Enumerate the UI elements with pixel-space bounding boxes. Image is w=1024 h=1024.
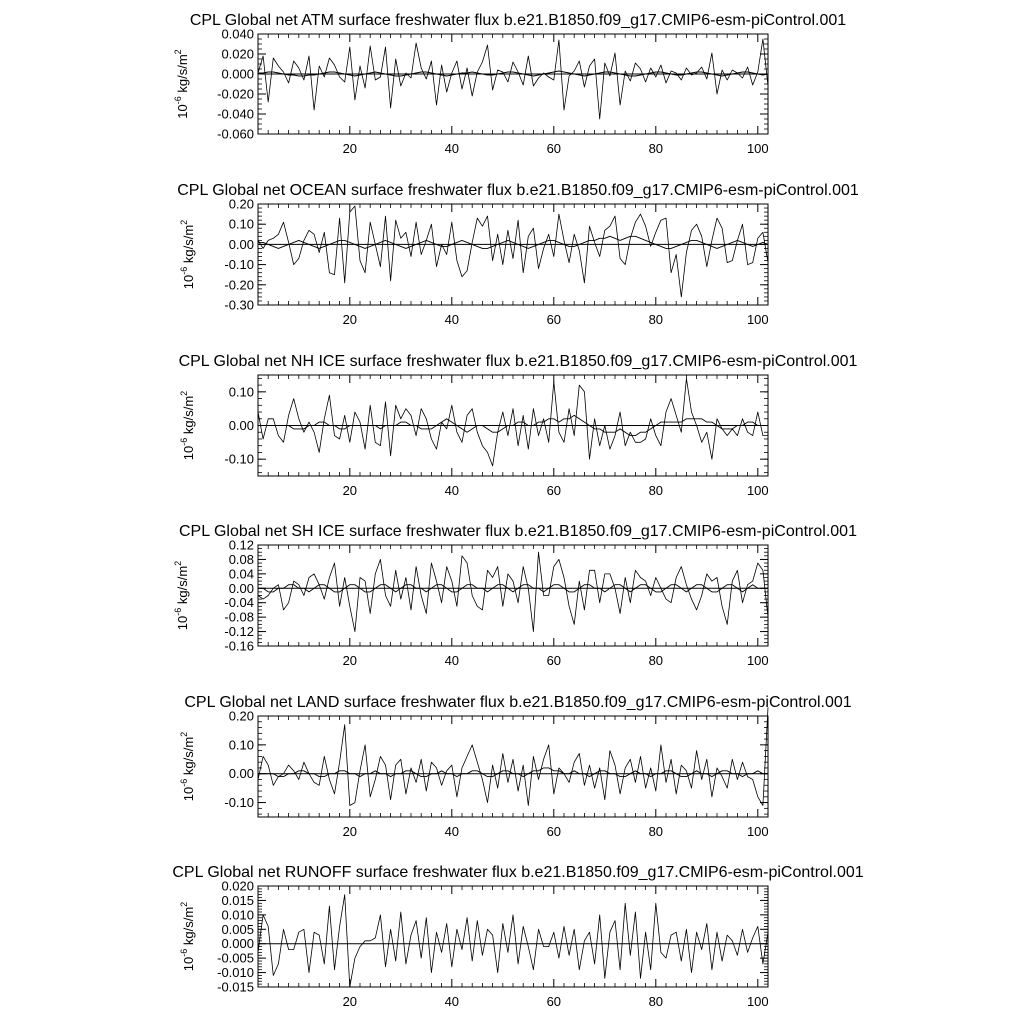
series-line-1 [258, 378, 768, 466]
x-tick-label: 60 [546, 994, 562, 1009]
series-line-1 [258, 707, 768, 805]
y-axis-label: $10^{-6}$ $kg/s/m^2$ [179, 390, 196, 461]
x-tick-label: 20 [342, 483, 358, 498]
y-tick-label: 0.015 [221, 892, 254, 908]
x-tick-label: 100 [746, 824, 769, 839]
x-tick-label: 40 [444, 312, 460, 327]
x-tick-label: 20 [342, 824, 358, 839]
y-tick-label: -0.060 [217, 126, 254, 142]
y-tick-label: 0.010 [221, 907, 254, 923]
y-axis-label: $10^{-6}$ $kg/s/m^2$ [173, 560, 190, 631]
y-axis-label: $10^{-6}$ $kg/s/m^2$ [179, 731, 196, 802]
y-tick-label: -0.10 [224, 257, 254, 273]
chart-title: CPL Global net NH ICE surface freshwater flux b.e21.B1850.f09_g17.CMIP6-esm-piControl.001 [178, 353, 858, 370]
x-tick-label: 20 [342, 653, 358, 668]
y-tick-label: 0.10 [228, 384, 254, 400]
y-tick-label: -0.015 [217, 979, 254, 995]
plot-frame [258, 545, 768, 646]
chart-title: CPL Global net OCEAN surface freshwater flux b.e21.B1850.f09_g17.CMIP6-esm-piControl.001 [177, 182, 859, 199]
y-tick-label: -0.04 [224, 595, 254, 611]
chart-title: CPL Global net RUNOFF surface freshwater flux b.e21.B1850.f09_g17.CMIP6-esm-piControl.001 [172, 864, 864, 881]
x-tick-label: 40 [444, 653, 460, 668]
series-line-2 [258, 768, 768, 777]
y-tick-label: 0.08 [228, 551, 254, 567]
plot-frame [258, 34, 768, 134]
y-tick-label: 0.20 [228, 196, 254, 212]
y-tick-label: 0.020 [221, 46, 254, 62]
x-tick-label: 60 [546, 824, 562, 839]
y-axis-label: $10^{-6}$ $kg/s/m^2$ [179, 219, 196, 290]
y-tick-label: -0.12 [224, 624, 254, 640]
x-tick-label: 80 [648, 824, 664, 839]
y-tick-label: -0.20 [224, 277, 254, 293]
y-tick-label: 0.000 [221, 936, 254, 952]
y-tick-label: -0.30 [224, 297, 254, 313]
x-tick-label: 40 [444, 483, 460, 498]
y-tick-label: -0.10 [224, 795, 254, 811]
chart-title: CPL Global net ATM surface freshwater flux b.e21.B1850.f09_g17.CMIP6-esm-piControl.001 [189, 12, 847, 29]
chart-title: CPL Global net SH ICE surface freshwater flux b.e21.B1850.f09_g17.CMIP6-esm-piControl.001 [179, 523, 857, 540]
x-tick-label: 60 [546, 141, 562, 156]
y-tick-label: 0.20 [228, 708, 254, 724]
x-tick-label: 20 [342, 141, 358, 156]
y-tick-label: 0.00 [228, 236, 254, 252]
x-tick-label: 100 [746, 653, 769, 668]
x-tick-label: 80 [648, 653, 664, 668]
chart-panel-6 [172, 864, 863, 1009]
plot-frame [258, 204, 768, 305]
series-line-1 [258, 206, 768, 297]
x-tick-label: 80 [648, 483, 664, 498]
x-tick-label: 60 [546, 312, 562, 327]
x-tick-label: 80 [648, 994, 664, 1009]
y-tick-label: 0.00 [228, 766, 254, 782]
y-tick-label: -0.020 [217, 86, 254, 102]
x-tick-label: 100 [746, 994, 769, 1009]
y-tick-label: -0.08 [224, 609, 254, 625]
chart-panel-1 [173, 12, 846, 156]
series-line-1 [258, 39, 768, 119]
x-tick-label: 100 [746, 141, 769, 156]
chart-panel-4 [173, 523, 857, 668]
y-axis-label: $10^{-6}$ $kg/s/m^2$ [179, 901, 196, 972]
chart-panel-2 [177, 182, 859, 327]
y-tick-label: 0.00 [228, 580, 254, 596]
y-tick-label: -0.10 [224, 451, 254, 467]
y-tick-label: 0.040 [221, 26, 254, 42]
y-tick-label: 0.00 [228, 418, 254, 433]
y-tick-label: 0.04 [228, 566, 254, 582]
y-tick-label: 0.12 [228, 537, 254, 553]
x-tick-label: 80 [648, 141, 664, 156]
series-line-1 [258, 895, 768, 987]
x-tick-label: 80 [648, 312, 664, 327]
x-tick-label: 40 [444, 141, 460, 156]
y-axis-label: $10^{-6}$ $kg/s/m^2$ [173, 49, 190, 119]
x-tick-label: 40 [444, 824, 460, 839]
y-tick-label: 0.10 [228, 737, 254, 753]
chart-title: CPL Global net LAND surface freshwater flux b.e21.B1850.f09_g17.CMIP6-esm-piControl.001 [184, 694, 852, 711]
x-tick-label: 20 [342, 994, 358, 1009]
chart-panel-5 [179, 694, 852, 839]
x-tick-label: 60 [546, 653, 562, 668]
y-tick-label: -0.010 [217, 965, 254, 981]
x-tick-label: 40 [444, 994, 460, 1009]
y-tick-label: 0.10 [228, 216, 254, 232]
y-tick-label: 0.020 [221, 878, 254, 894]
x-tick-label: 60 [546, 483, 562, 498]
x-tick-label: 100 [746, 312, 769, 327]
y-tick-label: -0.040 [217, 106, 254, 122]
chart-panel-3 [179, 353, 858, 498]
y-tick-label: 0.000 [221, 66, 254, 82]
y-tick-label: -0.005 [217, 950, 254, 966]
y-tick-label: -0.16 [224, 638, 254, 654]
plot-frame [258, 716, 768, 817]
x-tick-label: 20 [342, 312, 358, 327]
y-tick-label: 0.005 [221, 921, 254, 937]
x-tick-label: 100 [746, 483, 769, 498]
series-line-2 [258, 236, 768, 248]
